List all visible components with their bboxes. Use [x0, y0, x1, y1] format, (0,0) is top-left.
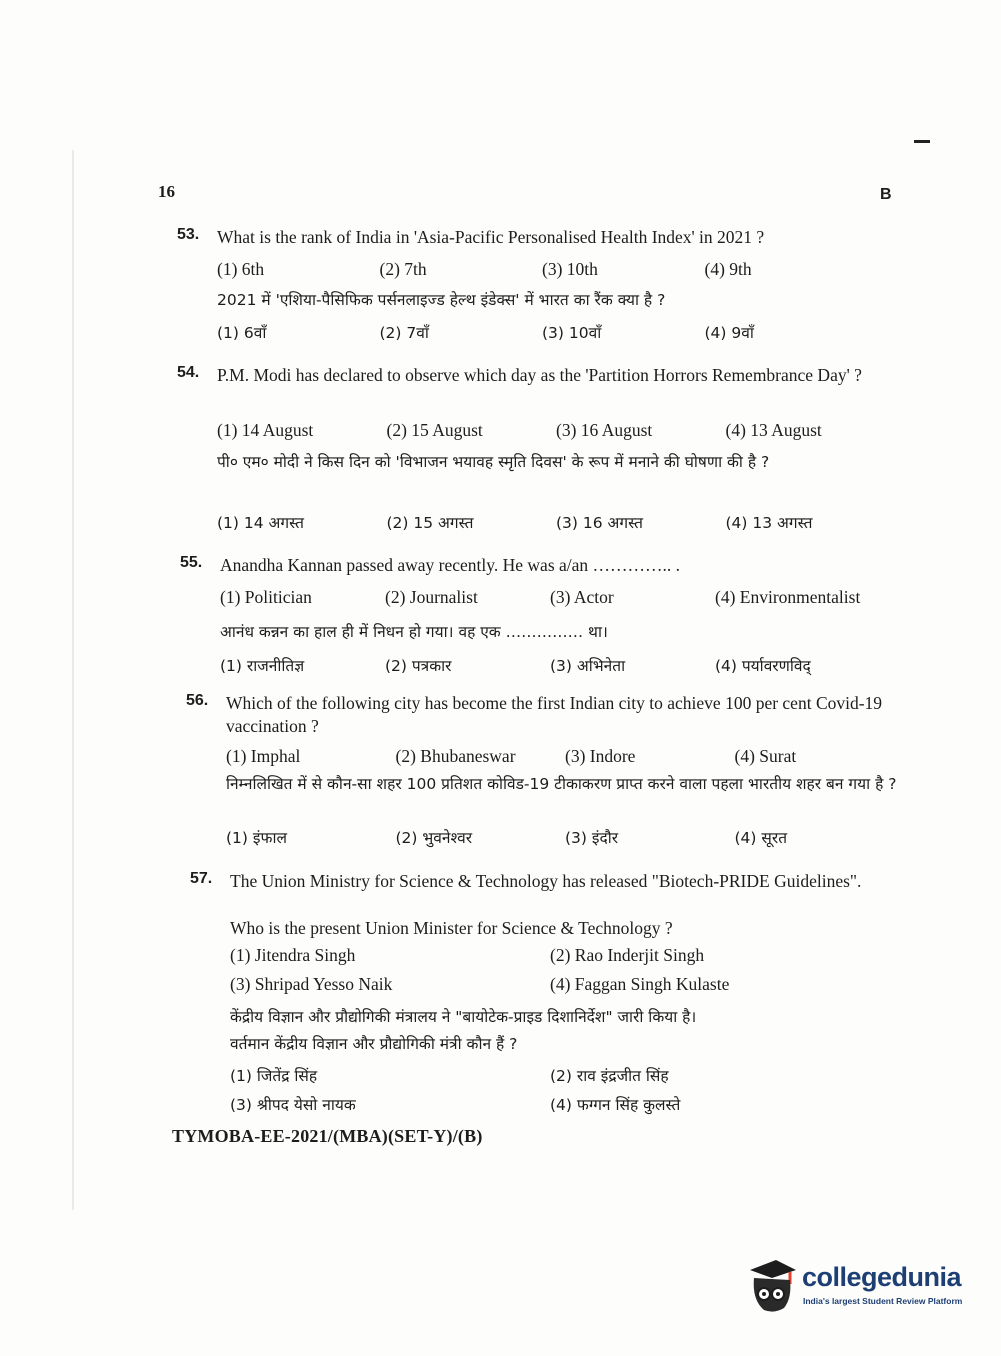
question-text-en-2: Who is the present Union Minister for Science & Technology ? — [230, 918, 673, 938]
question-text-hi: पी० एम० मोदी ने किस दिन को 'विभाजन भयावह स्मृति दिवस' के रूप में मनाने की घोषणा की है ? — [217, 453, 770, 471]
option: (3) 16 अगस्त — [556, 514, 643, 532]
corner-mark — [914, 140, 930, 143]
options-en — [220, 587, 880, 608]
option: (1) 14 अगस्त — [217, 514, 304, 532]
brand-tagline: India's largest Student Review Platform — [803, 1296, 963, 1306]
option: (2) Journalist — [385, 587, 478, 607]
option: (1) जितेंद्र सिंह — [230, 1067, 318, 1085]
option: (2) भुवनेश्वर — [395, 829, 473, 847]
option: (3) अभिनेता — [550, 657, 626, 675]
option: (2) Rao Inderjit Singh — [550, 945, 705, 965]
brand-name: collegedunia — [802, 1262, 962, 1292]
options-en — [226, 746, 904, 767]
question-text-hi: आनंध कन्नन का हाल ही में निधन हो गया। वह एक …………… था। — [220, 623, 608, 641]
option: (2) 15 August — [386, 420, 483, 440]
option: (2) पत्रकार — [385, 657, 452, 675]
question-text-hi: केंद्रीय विज्ञान और प्रौद्योगिकी मंत्रालय ने "बायोटेक-प्राइड दिशानिर्देश" जारी किया है। — [230, 1008, 697, 1026]
option: (1) Jitendra Singh — [230, 945, 356, 965]
option: (1) 6th — [217, 259, 265, 279]
question-number: 53. — [177, 226, 200, 243]
option: (4) 13 अगस्त — [725, 514, 813, 532]
option: (2) 7th — [379, 259, 427, 279]
mascot-icon — [746, 1256, 798, 1316]
option: (4) फग्गन सिंह कुलस्ते — [550, 1096, 681, 1114]
option: (3) Indore — [565, 746, 636, 766]
options-hi — [226, 826, 904, 848]
option: (2) राव इंद्रजीत सिंह — [550, 1067, 669, 1085]
collegedunia-watermark — [746, 1256, 976, 1316]
options-en — [217, 259, 867, 280]
question-text-hi: निम्नलिखित में से कौन-सा शहर 100 प्रतिशत कोविड-19 टीकाकरण प्राप्त करने वाला पहला भारतीय शहर बन गया है ? — [226, 775, 897, 793]
option: (4) 9th — [704, 259, 752, 279]
option: (3) Shripad Yesso Naik — [230, 974, 393, 994]
option: (1) Politician — [220, 587, 312, 607]
question-text-en: Anandha Kannan passed away recently. He was a/an ………….. . — [220, 555, 681, 575]
option: (3) इंदौर — [565, 829, 619, 847]
option: (4) सूरत — [734, 829, 788, 847]
question-text-en: What is the rank of India in 'Asia-Pacific Personalised Health Index' in 2021 ? — [217, 227, 765, 247]
options-hi — [220, 654, 880, 676]
question-number: 57. — [190, 870, 213, 887]
question-text-en: The Union Ministry for Science & Technology has released "Biotech-PRIDE Guidelines". — [230, 871, 862, 891]
options-hi — [217, 321, 867, 343]
option: (4) 9वाँ — [704, 324, 754, 342]
option: (1) Imphal — [226, 746, 301, 766]
set-letter: B — [880, 186, 892, 203]
question-text-en: Which of the following city has become the first Indian city to achieve 100 per cent Covid-19 vaccination ? — [226, 693, 883, 736]
option: (4) Surat — [734, 746, 797, 766]
question-text-hi: 2021 में 'एशिया-पैसिफिक पर्सनलाइज्ड हेल्थ इंडेक्स' में भारत का रैंक क्या है ? — [217, 291, 666, 309]
option: (4) Environmentalist — [715, 587, 861, 607]
option: (3) Actor — [550, 587, 614, 607]
option: (4) पर्यावरणविद् — [715, 657, 811, 675]
option: (1) 14 August — [217, 420, 314, 440]
question-text-en: P.M. Modi has declared to observe which day as the 'Partition Horrors Remembrance Day' ? — [217, 365, 862, 385]
question-number: 56. — [186, 692, 209, 709]
scan-margin-line — [72, 150, 74, 1210]
page-number: 16 — [158, 182, 175, 201]
option: (1) इंफाल — [226, 829, 287, 847]
question-number: 55. — [180, 554, 203, 571]
option: (2) Bhubaneswar — [395, 746, 516, 766]
option: (1) 6वाँ — [217, 324, 267, 342]
option: (4) 13 August — [725, 420, 822, 440]
option: (3) 10th — [542, 259, 598, 279]
option: (3) श्रीपद येसो नायक — [230, 1096, 356, 1114]
options-hi — [230, 1064, 908, 1122]
question-text-hi-2: वर्तमान केंद्रीय विज्ञान और प्रौद्योगिकी मंत्री कौन हैं ? — [230, 1035, 518, 1053]
option: (2) 15 अगस्त — [386, 514, 474, 532]
question-number: 54. — [177, 364, 200, 381]
options-en — [217, 420, 895, 441]
option: (1) राजनीतिज्ञ — [220, 657, 305, 675]
option: (3) 16 August — [556, 420, 653, 440]
options-en — [230, 945, 908, 1003]
paper-code: TYMOBA-EE-2021/(MBA)(SET-Y)/(B) — [172, 1126, 483, 1146]
option: (2) 7वाँ — [379, 324, 429, 342]
option: (3) 10वाँ — [542, 324, 602, 342]
options-hi — [217, 511, 895, 533]
option: (4) Faggan Singh Kulaste — [550, 974, 730, 994]
